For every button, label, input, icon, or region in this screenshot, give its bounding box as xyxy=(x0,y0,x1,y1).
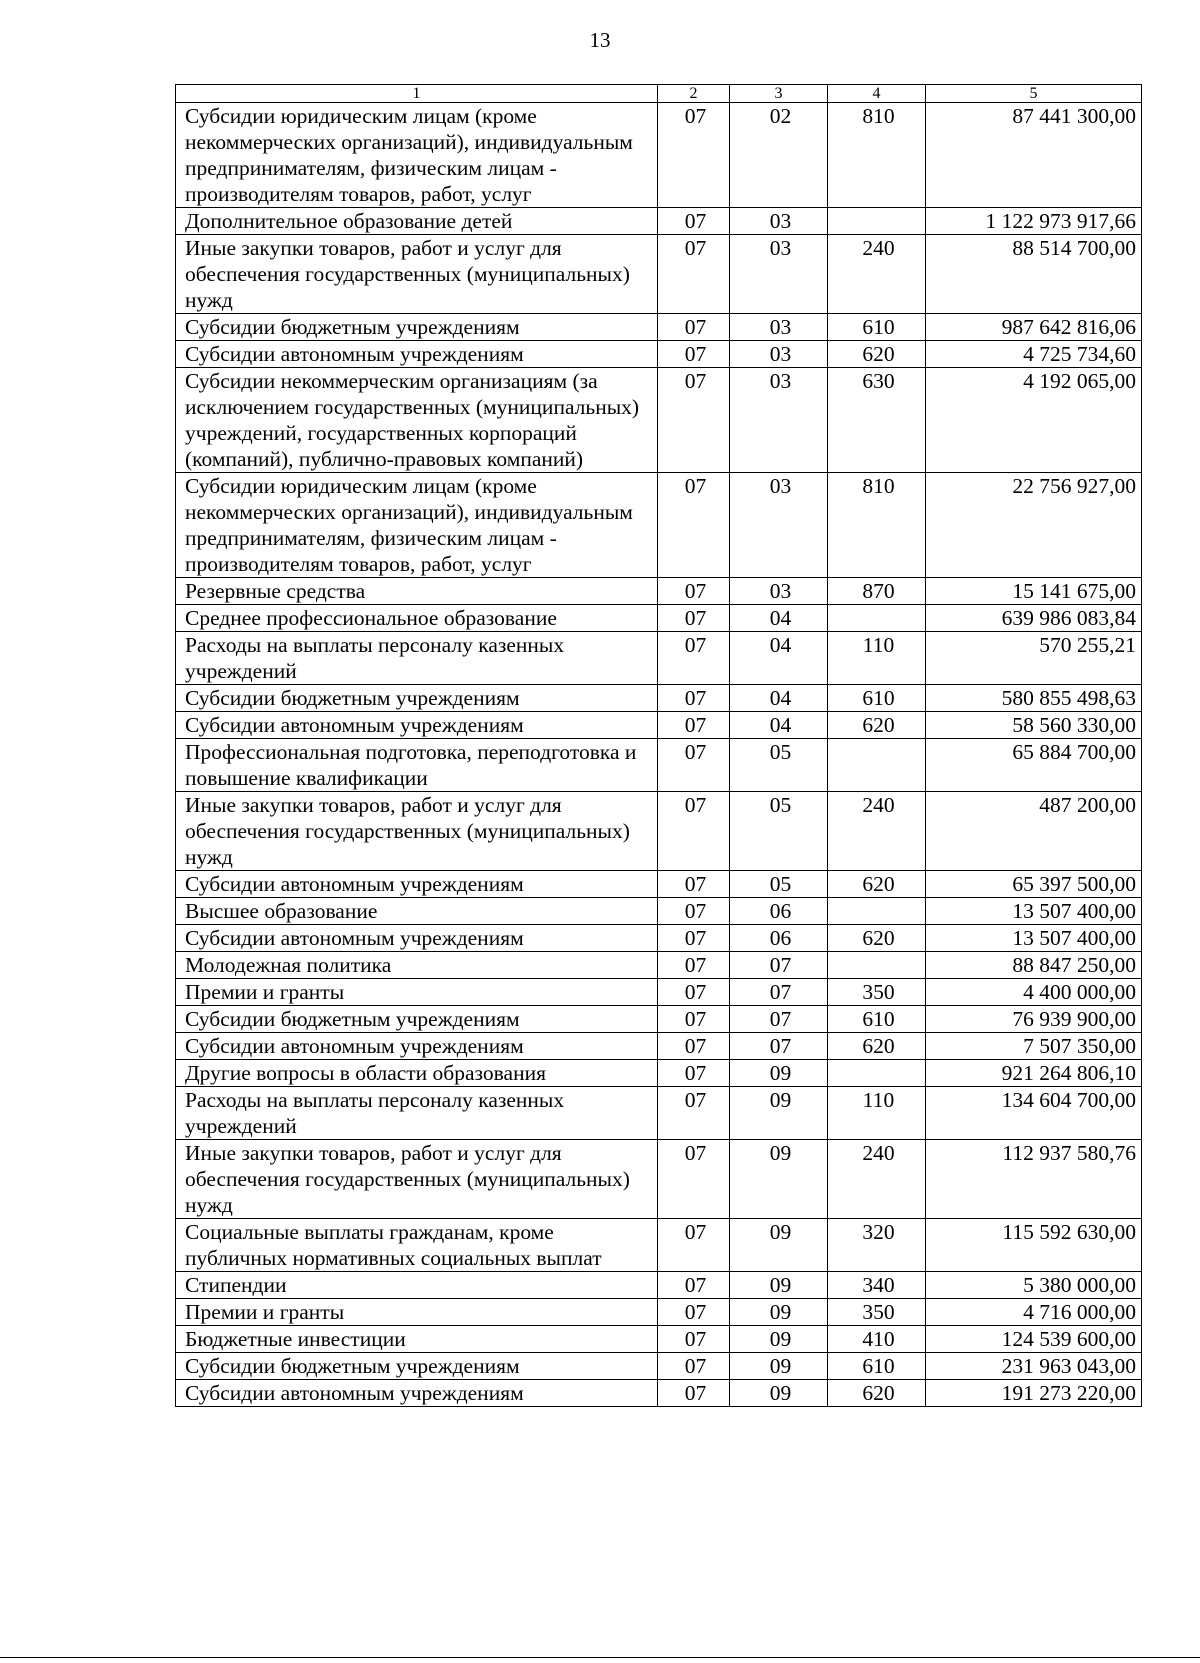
table-row xyxy=(176,1006,1142,1033)
row-type: 620 xyxy=(828,1380,926,1407)
row-section: 07 xyxy=(658,578,730,605)
row-section: 07 xyxy=(658,712,730,739)
table-row xyxy=(176,685,1142,712)
row-section: 07 xyxy=(658,1006,730,1033)
row-section: 07 xyxy=(658,632,730,685)
row-section: 07 xyxy=(658,871,730,898)
row-name: Субсидии юридическим лицам (кроме некоммерческих организаций), индивидуальным предпринимателям, физическим лицам - производителям товаров, работ, услуг xyxy=(176,473,658,578)
row-section: 07 xyxy=(658,1033,730,1060)
row-amount: 88 847 250,00 xyxy=(926,952,1142,979)
row-section: 07 xyxy=(658,1299,730,1326)
table-row xyxy=(176,1033,1142,1060)
table-row xyxy=(176,235,1142,314)
row-type xyxy=(828,605,926,632)
row-amount: 1 122 973 917,66 xyxy=(926,208,1142,235)
row-subsection: 09 xyxy=(730,1353,828,1380)
row-type: 110 xyxy=(828,1087,926,1140)
row-subsection: 03 xyxy=(730,368,828,473)
row-name: Дополнительное образование детей xyxy=(176,208,658,235)
row-amount: 570 255,21 xyxy=(926,632,1142,685)
header-col-2: 2 xyxy=(658,85,730,103)
row-subsection: 09 xyxy=(730,1060,828,1087)
row-subsection: 09 xyxy=(730,1219,828,1272)
row-amount: 13 507 400,00 xyxy=(926,898,1142,925)
row-section: 07 xyxy=(658,952,730,979)
row-type: 620 xyxy=(828,925,926,952)
row-name: Премии и гранты xyxy=(176,979,658,1006)
row-subsection: 07 xyxy=(730,1006,828,1033)
row-type: 410 xyxy=(828,1326,926,1353)
row-name: Субсидии автономным учреждениям xyxy=(176,341,658,368)
row-amount: 65 884 700,00 xyxy=(926,739,1142,792)
row-name: Премии и гранты xyxy=(176,1299,658,1326)
row-name: Субсидии автономным учреждениям xyxy=(176,1033,658,1060)
row-amount: 639 986 083,84 xyxy=(926,605,1142,632)
row-name: Иные закупки товаров, работ и услуг для обеспечения государственных (муниципальных) нужд xyxy=(176,1140,658,1219)
row-name: Социальные выплаты гражданам, кроме публичных нормативных социальных выплат xyxy=(176,1219,658,1272)
table-row xyxy=(176,979,1142,1006)
row-subsection: 03 xyxy=(730,314,828,341)
row-name: Стипендии xyxy=(176,1272,658,1299)
row-name: Субсидии автономным учреждениям xyxy=(176,712,658,739)
row-type xyxy=(828,952,926,979)
row-subsection: 02 xyxy=(730,103,828,208)
row-subsection: 09 xyxy=(730,1326,828,1353)
row-subsection: 07 xyxy=(730,1033,828,1060)
row-amount: 4 192 065,00 xyxy=(926,368,1142,473)
row-type: 620 xyxy=(828,712,926,739)
row-type: 350 xyxy=(828,1299,926,1326)
row-subsection: 03 xyxy=(730,341,828,368)
row-subsection: 03 xyxy=(730,578,828,605)
row-name: Резервные средства xyxy=(176,578,658,605)
table-row xyxy=(176,1353,1142,1380)
row-subsection: 03 xyxy=(730,473,828,578)
row-name: Профессиональная подготовка, переподготовка и повышение квалификации xyxy=(176,739,658,792)
row-subsection: 06 xyxy=(730,925,828,952)
row-amount: 7 507 350,00 xyxy=(926,1033,1142,1060)
row-subsection: 03 xyxy=(730,235,828,314)
header-col-4: 4 xyxy=(828,85,926,103)
row-name: Субсидии бюджетным учреждениям xyxy=(176,314,658,341)
row-amount: 4 725 734,60 xyxy=(926,341,1142,368)
row-section: 07 xyxy=(658,1219,730,1272)
row-section: 07 xyxy=(658,605,730,632)
table-row xyxy=(176,712,1142,739)
row-type: 240 xyxy=(828,1140,926,1219)
row-subsection: 04 xyxy=(730,632,828,685)
row-section: 07 xyxy=(658,235,730,314)
row-amount: 76 939 900,00 xyxy=(926,1006,1142,1033)
table-row xyxy=(176,368,1142,473)
row-type: 620 xyxy=(828,341,926,368)
row-section: 07 xyxy=(658,473,730,578)
row-amount: 13 507 400,00 xyxy=(926,925,1142,952)
table-body xyxy=(176,103,1142,1407)
row-amount: 5 380 000,00 xyxy=(926,1272,1142,1299)
table-row xyxy=(176,1219,1142,1272)
row-name: Расходы на выплаты персоналу казенных учреждений xyxy=(176,632,658,685)
row-name: Бюджетные инвестиции xyxy=(176,1326,658,1353)
table-row xyxy=(176,1140,1142,1219)
table-row xyxy=(176,871,1142,898)
row-name: Субсидии автономным учреждениям xyxy=(176,1380,658,1407)
row-section: 07 xyxy=(658,1272,730,1299)
row-subsection: 07 xyxy=(730,979,828,1006)
row-section: 07 xyxy=(658,685,730,712)
row-section: 07 xyxy=(658,1380,730,1407)
row-name: Субсидии бюджетным учреждениям xyxy=(176,1353,658,1380)
table-row xyxy=(176,1326,1142,1353)
row-section: 07 xyxy=(658,1326,730,1353)
bottom-rule xyxy=(0,1657,1200,1658)
row-amount: 987 642 816,06 xyxy=(926,314,1142,341)
row-name: Среднее профессиональное образование xyxy=(176,605,658,632)
row-section: 07 xyxy=(658,341,730,368)
row-type: 810 xyxy=(828,473,926,578)
row-subsection: 06 xyxy=(730,898,828,925)
row-name: Другие вопросы в области образования xyxy=(176,1060,658,1087)
table-row xyxy=(176,1087,1142,1140)
row-subsection: 05 xyxy=(730,871,828,898)
row-section: 07 xyxy=(658,792,730,871)
row-section: 07 xyxy=(658,1087,730,1140)
row-section: 07 xyxy=(658,368,730,473)
table-row xyxy=(176,739,1142,792)
row-amount: 487 200,00 xyxy=(926,792,1142,871)
table-row xyxy=(176,605,1142,632)
row-subsection: 05 xyxy=(730,792,828,871)
row-amount: 58 560 330,00 xyxy=(926,712,1142,739)
table-row xyxy=(176,952,1142,979)
row-type: 610 xyxy=(828,314,926,341)
row-amount: 15 141 675,00 xyxy=(926,578,1142,605)
row-type: 610 xyxy=(828,1353,926,1380)
row-subsection: 09 xyxy=(730,1140,828,1219)
row-section: 07 xyxy=(658,925,730,952)
row-type xyxy=(828,208,926,235)
table-row xyxy=(176,103,1142,208)
row-subsection: 09 xyxy=(730,1299,828,1326)
header-col-5: 5 xyxy=(926,85,1142,103)
row-type: 810 xyxy=(828,103,926,208)
row-subsection: 07 xyxy=(730,952,828,979)
row-amount: 4 716 000,00 xyxy=(926,1299,1142,1326)
table-row xyxy=(176,473,1142,578)
row-type xyxy=(828,1060,926,1087)
row-amount: 4 400 000,00 xyxy=(926,979,1142,1006)
row-subsection: 03 xyxy=(730,208,828,235)
row-type: 240 xyxy=(828,235,926,314)
row-subsection: 04 xyxy=(730,685,828,712)
table-row xyxy=(176,632,1142,685)
row-name: Субсидии юридическим лицам (кроме некоммерческих организаций), индивидуальным предпринимателям, физическим лицам - производителям товаров, работ, услуг xyxy=(176,103,658,208)
row-amount: 22 756 927,00 xyxy=(926,473,1142,578)
header-col-1: 1 xyxy=(176,85,658,103)
table-row xyxy=(176,1272,1142,1299)
row-section: 07 xyxy=(658,1353,730,1380)
row-amount: 580 855 498,63 xyxy=(926,685,1142,712)
table-row xyxy=(176,925,1142,952)
row-type xyxy=(828,898,926,925)
row-type: 620 xyxy=(828,1033,926,1060)
row-subsection: 04 xyxy=(730,712,828,739)
table-row xyxy=(176,1299,1142,1326)
row-type: 340 xyxy=(828,1272,926,1299)
row-name: Молодежная политика xyxy=(176,952,658,979)
row-type: 350 xyxy=(828,979,926,1006)
row-subsection: 09 xyxy=(730,1272,828,1299)
row-section: 07 xyxy=(658,314,730,341)
row-name: Субсидии автономным учреждениям xyxy=(176,925,658,952)
row-amount: 191 273 220,00 xyxy=(926,1380,1142,1407)
row-type: 240 xyxy=(828,792,926,871)
row-name: Субсидии бюджетным учреждениям xyxy=(176,685,658,712)
row-name: Высшее образование xyxy=(176,898,658,925)
row-amount: 115 592 630,00 xyxy=(926,1219,1142,1272)
row-section: 07 xyxy=(658,898,730,925)
row-type xyxy=(828,739,926,792)
row-amount: 112 937 580,76 xyxy=(926,1140,1142,1219)
table-row xyxy=(176,1060,1142,1087)
row-type: 110 xyxy=(828,632,926,685)
row-name: Иные закупки товаров, работ и услуг для обеспечения государственных (муниципальных) нужд xyxy=(176,792,658,871)
row-type: 870 xyxy=(828,578,926,605)
row-name: Иные закупки товаров, работ и услуг для обеспечения государственных (муниципальных) нужд xyxy=(176,235,658,314)
row-subsection: 09 xyxy=(730,1087,828,1140)
row-amount: 124 539 600,00 xyxy=(926,1326,1142,1353)
row-type: 320 xyxy=(828,1219,926,1272)
row-amount: 65 397 500,00 xyxy=(926,871,1142,898)
row-type: 630 xyxy=(828,368,926,473)
table-row xyxy=(176,341,1142,368)
row-type: 610 xyxy=(828,1006,926,1033)
table-header xyxy=(176,85,1142,103)
table-row xyxy=(176,1380,1142,1407)
table-row xyxy=(176,792,1142,871)
row-type: 610 xyxy=(828,685,926,712)
row-subsection: 04 xyxy=(730,605,828,632)
header-row xyxy=(176,85,1142,103)
row-amount: 921 264 806,10 xyxy=(926,1060,1142,1087)
row-type: 620 xyxy=(828,871,926,898)
table-row xyxy=(176,578,1142,605)
row-amount: 134 604 700,00 xyxy=(926,1087,1142,1140)
row-amount: 87 441 300,00 xyxy=(926,103,1142,208)
header-col-3: 3 xyxy=(730,85,828,103)
row-subsection: 05 xyxy=(730,739,828,792)
row-name: Расходы на выплаты персоналу казенных учреждений xyxy=(176,1087,658,1140)
table-row xyxy=(176,314,1142,341)
row-subsection: 09 xyxy=(730,1380,828,1407)
row-section: 07 xyxy=(658,1060,730,1087)
row-amount: 231 963 043,00 xyxy=(926,1353,1142,1380)
budget-table xyxy=(175,84,1142,1407)
row-name: Субсидии автономным учреждениям xyxy=(176,871,658,898)
row-section: 07 xyxy=(658,208,730,235)
row-section: 07 xyxy=(658,739,730,792)
row-name: Субсидии некоммерческим организациям (за исключением государственных (муниципальных) учреждений, государственных корпораций (компаний), публично-правовых компаний) xyxy=(176,368,658,473)
page-number: 13 xyxy=(589,28,611,52)
row-amount: 88 514 700,00 xyxy=(926,235,1142,314)
row-section: 07 xyxy=(658,1140,730,1219)
row-name: Субсидии бюджетным учреждениям xyxy=(176,1006,658,1033)
table-row xyxy=(176,208,1142,235)
table-row xyxy=(176,898,1142,925)
row-section: 07 xyxy=(658,103,730,208)
row-section: 07 xyxy=(658,979,730,1006)
